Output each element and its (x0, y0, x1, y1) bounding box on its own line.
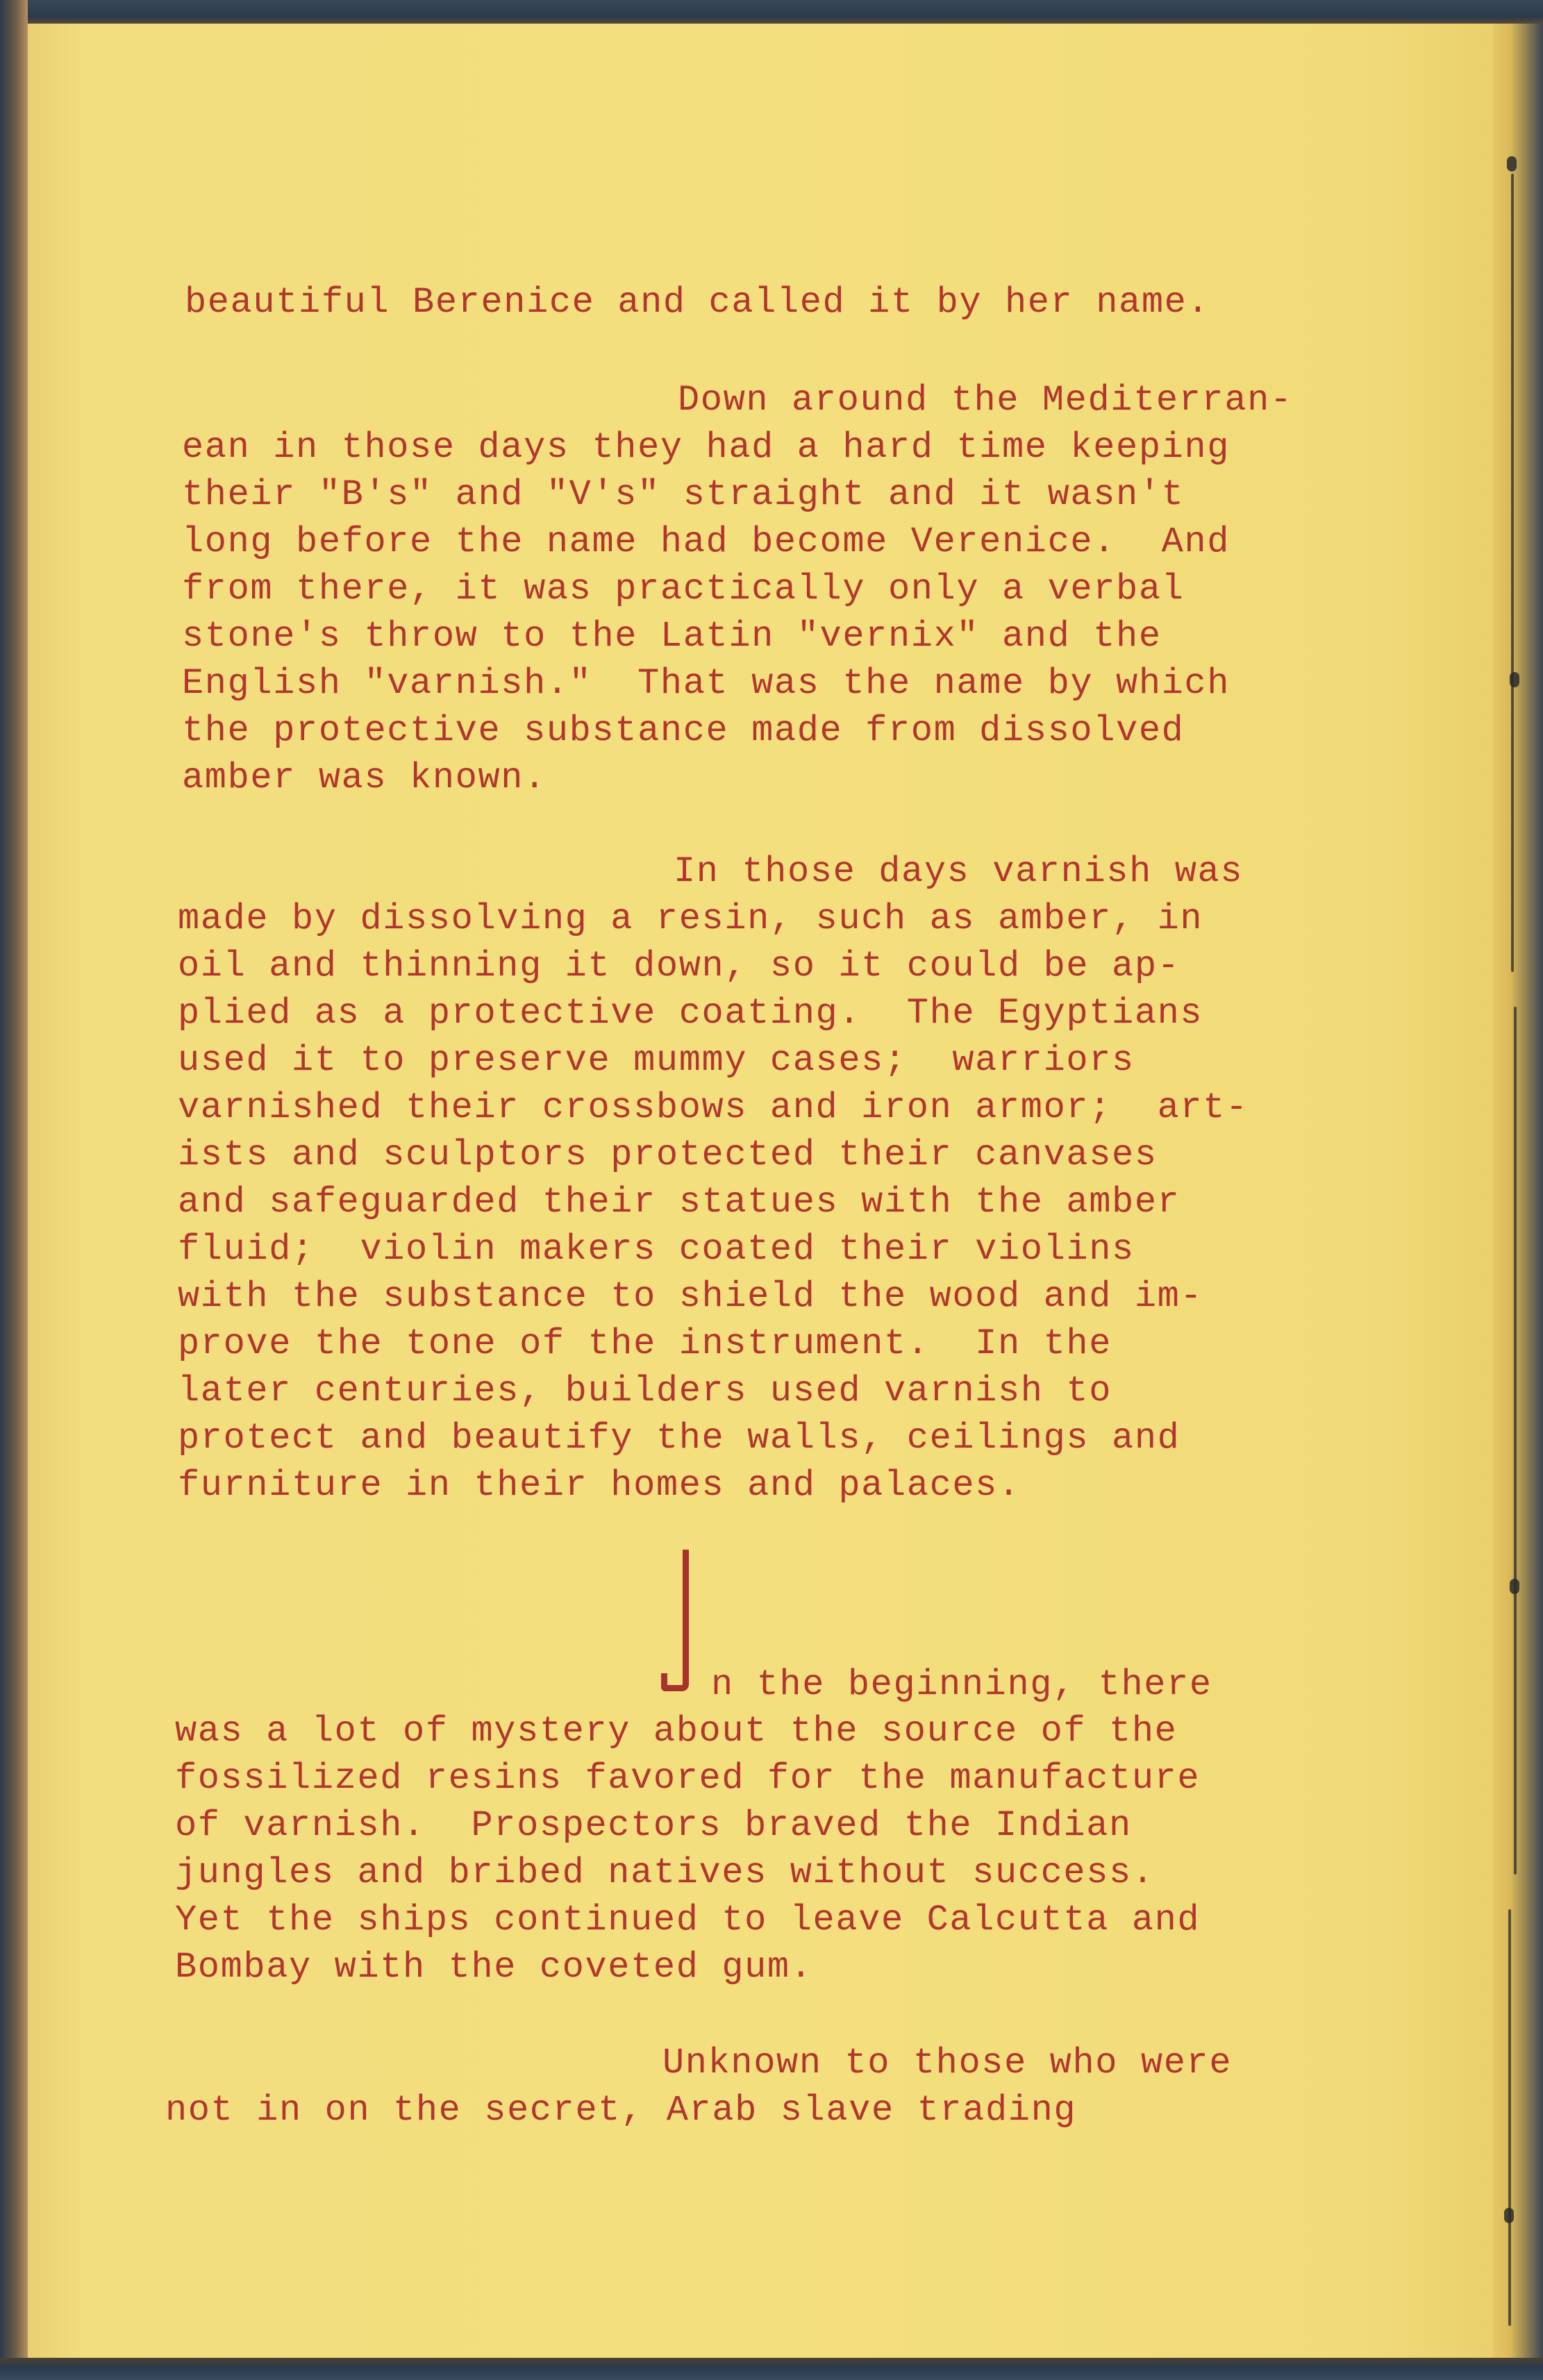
text-line: the protective substance made from dissolved (182, 710, 1185, 751)
text-line: of varnish. Prospectors braved the Indian (175, 1805, 1132, 1846)
text-line: Unknown to those who were (662, 2043, 1233, 2084)
text-line: ists and sculptors protected their canvases (178, 1134, 1158, 1175)
text-line: ean in those days they had a hard time keeping (182, 427, 1231, 468)
text-line: plied as a protective coating. The Egyptians (178, 993, 1203, 1034)
text-line: Down around the Mediterran- (678, 380, 1293, 421)
text-line: later centuries, builders used varnish to (178, 1371, 1112, 1411)
text-line: Yet the ships continued to leave Calcutta and (175, 1900, 1201, 1941)
text-line: was a lot of mystery about the source of the (175, 1711, 1178, 1752)
text-line: protect and beautify the walls, ceilings and (178, 1418, 1181, 1459)
text-line: from there, it was practically only a verbal (182, 569, 1185, 610)
text-line: used it to preserve mummy cases; warriors (178, 1040, 1135, 1081)
text-line: English "varnish." That was the name by which (182, 663, 1231, 704)
text-line: oil and thinning it down, so it could be ap- (178, 946, 1181, 987)
text-line: jungles and bribed natives without success. (175, 1852, 1155, 1893)
text-line: with the substance to shield the wood and im- (178, 1276, 1203, 1317)
text-line: amber was known. (182, 757, 547, 798)
text-line: made by dissolving a resin, such as amber, in (178, 898, 1203, 939)
text-line: long before the name had become Verenice. And (182, 521, 1231, 562)
text-line: prove the tone of the instrument. In the (178, 1323, 1112, 1364)
text-line: beautiful Berenice and called it by her name. (185, 282, 1210, 323)
text-line: varnished their crossbows and iron armor; art- (178, 1087, 1249, 1128)
text-line: not in on the secret, Arab slave trading (165, 2090, 1077, 2131)
text-line: stone's throw to the Latin "vernix" and the (182, 616, 1162, 657)
drop-cap-initial (664, 1550, 689, 1691)
text-line: n the beginning, there (711, 1664, 1212, 1705)
text-line: their "B's" and "V's" straight and it wasn't (182, 474, 1185, 515)
text-line: fossilized resins favored for the manufacture (175, 1758, 1201, 1799)
text-line: fluid; violin makers coated their violins (178, 1229, 1135, 1270)
text-line: In those days varnish was (674, 851, 1244, 892)
text-line: furniture in their homes and palaces. (178, 1465, 1021, 1506)
text-line: and safeguarded their statues with the amber (178, 1182, 1181, 1223)
text-line: Bombay with the coveted gum. (175, 1947, 813, 1988)
